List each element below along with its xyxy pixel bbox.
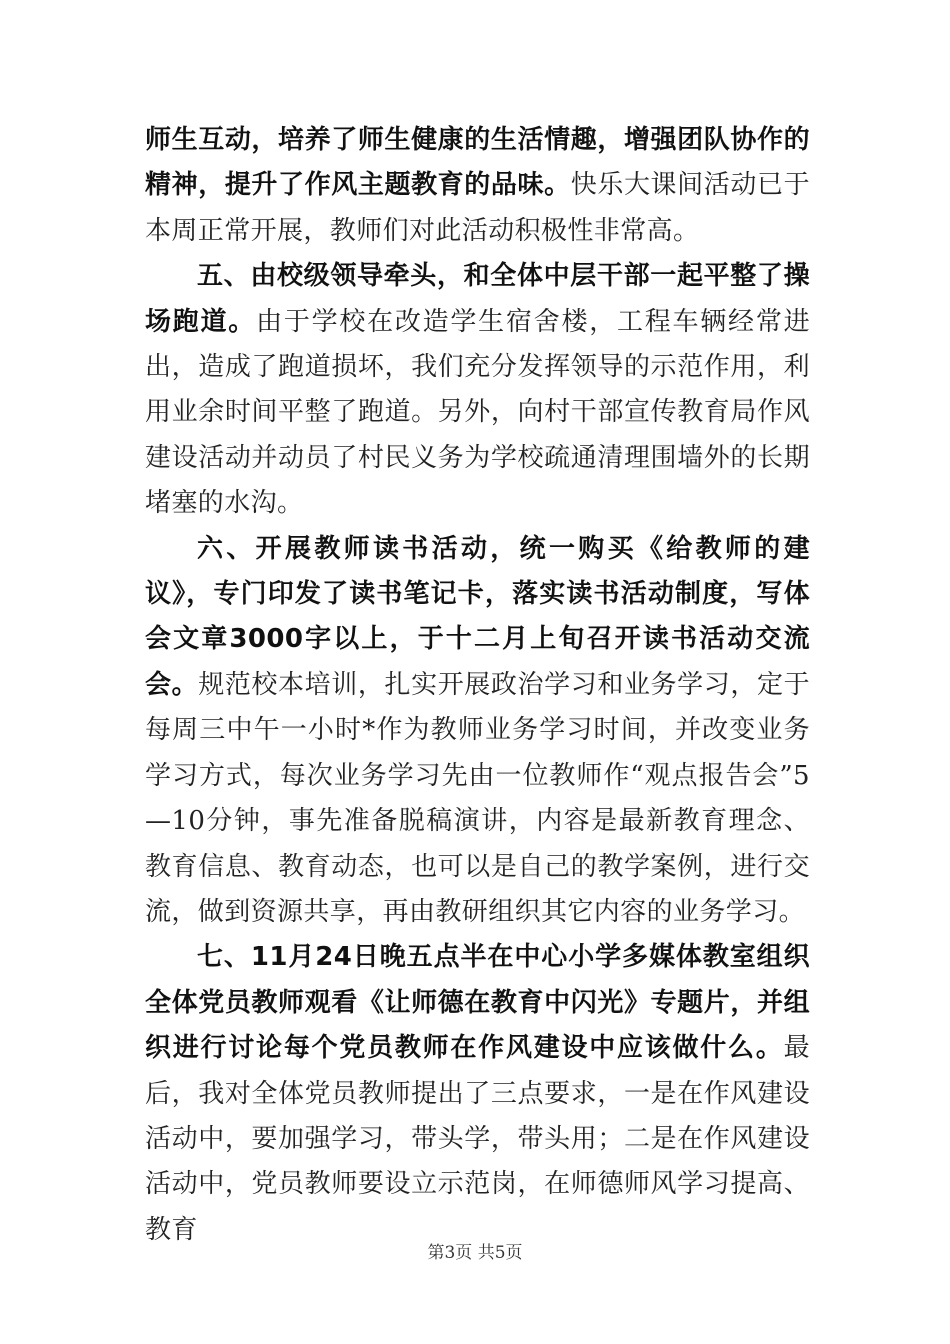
paragraph-bold-text: 五、由校级领导牵头，和全体中层干部一起平整了操场跑道。 [145, 261, 810, 337]
paragraph-bold-text: 师生互动，培养了师生健康的生活情趣，增强团队协作的精神，提升了作风主题教育的品味。 [145, 125, 810, 201]
page-footer [0, 1238, 950, 1263]
paragraph-section-six [145, 527, 810, 936]
paragraph-section-seven [145, 935, 810, 1253]
paragraph-bold-text: 七、11月24日晚五点半在中心小学多媒体教室组织全体党员教师观看《让师德在教育中闪光》专题片，并组织进行讨论每个党员教师在作风建设中应该做什么。 [145, 942, 810, 1064]
paragraph-continuation [145, 118, 810, 254]
paragraph-normal-text: 规范校本培训，扎实开展政治学习和业务学习，定于每周三中午一小时*作为教师业务学习时间，并改变业务学习方式，每次业务学习先由一位教师作“观点报告会”5—10分钟，事先准备脱稿演讲，内容是最新教育理念、教育信息、教育动态，也可以是自己的教学案例，进行交流，做到资源共享，再由教研组织其它内容的业务学习。 [145, 669, 810, 927]
page-number-label: 第3页 共5页 [427, 1243, 523, 1263]
document-body [145, 118, 810, 1253]
paragraph-bold-text: 六、开展教师读书活动，统一购买《给教师的建议》，专门印发了读书笔记卡，落实读书活动制度，写体会文章3000字以上，于十二月上旬召开读书活动交流会。 [145, 533, 810, 700]
paragraph-normal-text: 快乐大课间活动已于本周正常开展，教师们对此活动积极性非常高。 [145, 170, 810, 246]
paragraph-normal-text: 由于学校在改造学生宿舍楼，工程车辆经常进出，造成了跑道损坏，我们充分发挥领导的示范作用，利用业余时间平整了跑道。另外，向村干部宣传教育局作风建设活动并动员了村民义务为学校疏通清理围墙外的长期堵塞的水沟。 [145, 306, 810, 519]
paragraph-section-five [145, 254, 810, 526]
paragraph-normal-text: 最后，我对全体党员教师提出了三点要求，一是在作风建设活动中，要加强学习，带头学，带头用；二是在作风建设活动中，党员教师要设立示范岗，在师德师风学习提高、教育 [145, 1033, 810, 1245]
